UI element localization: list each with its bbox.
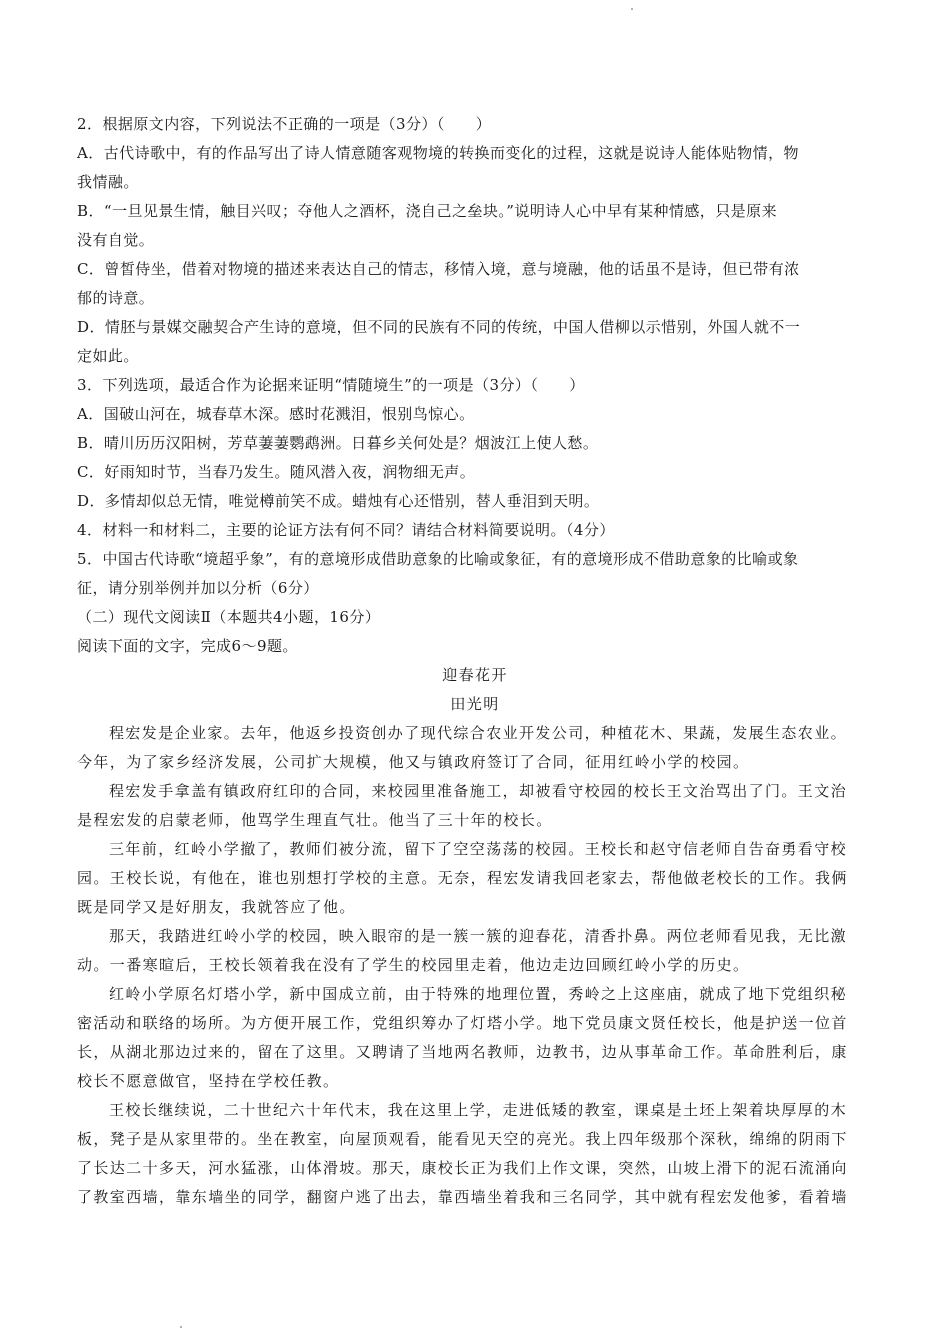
option-a-line: A．古代诗歌中，有的作品写出了诗人情意随客观物境的转换而变化的过程，这就是说诗人能体贴物情，物 — [77, 144, 799, 162]
story-author: 田光明 — [450, 695, 500, 713]
question-2-stem: 2．根据原文内容，下列说法不正确的一项是（3分）（ ） — [77, 115, 492, 133]
question-5 — [77, 545, 873, 603]
story-paragraph — [77, 1096, 873, 1212]
option-a-line: 我情融。 — [77, 173, 139, 191]
question-4: 4．材料一和材料二，主要的论证方法有何不同？请结合材料简要说明。（4分） — [77, 521, 615, 539]
option-d-line: D．情胚与景媒交融契合产生诗的意境，但不同的民族有不同的传统，中国人借柳以示惜别，外国人就不一 — [77, 318, 801, 336]
option-c-line: C．曾皙侍坐，借着对物境的描述来表达自己的情志，移情入境，意与境融，他的话虽不是诗，但已带有浓 — [77, 260, 800, 278]
paragraph-line: 三年前，红岭小学撤了，教师们被分流，留下了空空荡荡的校园。王校长和赵守信老师自告奋勇看守校 — [109, 840, 848, 858]
paragraph-line: 红岭小学原名灯塔小学，新中国成立前，由于特殊的地理位置，秀岭之上这座庙，就成了地下党组织秘 — [109, 985, 848, 1003]
paragraph-line: 密活动和联络的场所。为方便开展工作，党组织筹办了灯塔小学。地下党员康文贤任校长，他是护送一位首 — [77, 1014, 848, 1032]
scan-speck — [180, 1326, 182, 1328]
paragraph-line: 那天，我踏进红岭小学的校园，映入眼帘的是一簇一簇的迎春花，清香扑鼻。两位老师看见我，无比激 — [109, 927, 848, 945]
paragraph-line: 程宏发手拿盖有镇政府红印的合同，来校园里准备施工，却被看守校园的校长王文治骂出了门。王文治 — [109, 782, 848, 800]
option-d-line: D．多情却似总无情，唯觉樽前笑不成。蜡烛有心还惜别，替人垂泪到天明。 — [77, 492, 600, 510]
scan-speck — [631, 8, 633, 10]
page-content — [77, 110, 873, 1212]
paragraph-line: 板，凳子是从家里带的。坐在教室，向屋顶观看，能看见天空的亮光。我上四年级那个深秋，绵绵的阴雨下 — [77, 1130, 848, 1148]
story-paragraph — [77, 835, 873, 922]
question-3-stem: 3．下列选项，最适合作为论据来证明“情随境生”的一项是（3分）（ ） — [77, 376, 585, 394]
option-b-line: B．晴川历历汉阳树，芳草萋萋鹦鹉洲。日暮乡关何处是？烟波江上使人愁。 — [77, 434, 599, 452]
option-a-line: A．国破山河在，城春草木深。感时花溅泪，恨别鸟惊心。 — [77, 405, 475, 423]
option-d-line: 定如此。 — [77, 347, 139, 365]
option-c-line: 郁的诗意。 — [77, 289, 155, 307]
story-paragraph — [77, 980, 873, 1096]
story — [77, 661, 873, 1212]
paragraph-line: 了长达二十多天，河水猛涨，山体滑坡。那天，康校长正为我们上作文课，突然，山坡上滑下的泥石流涌向 — [77, 1159, 848, 1177]
paragraph-line: 长，从湖北那边过来的，留在了这里。又聘请了当地两名教师，边教书，边从事革命工作。革命胜利后，康 — [77, 1043, 848, 1061]
story-paragraph — [77, 719, 873, 777]
question-5-line: 征，请分别举例并加以分析（6分） — [77, 579, 319, 597]
paragraph-line: 校长不愿意做官，坚持在学校任教。 — [77, 1072, 340, 1090]
paragraph-line: 动。一番寒暄后，王校长领着我在没有了学生的校园里走着，他边走边回顾红岭小学的历史。 — [77, 956, 750, 974]
paragraph-line: 今年，为了家乡经济发展，公司扩大规模，他又与镇政府签订了合同，征用红岭小学的校园。 — [77, 753, 750, 771]
paragraph-line: 王校长继续说，二十世纪六十年代末，我在这里上学，走进低矮的教室，课桌是土坯上架着块厚厚的木 — [109, 1101, 848, 1119]
story-paragraph — [77, 777, 873, 835]
question-3 — [77, 371, 873, 516]
question-5-line: 5．中国古代诗歌“境超乎象”，有的意境形成借助意象的比喻或象征，有的意境形成不借助意象的比喻或象 — [77, 550, 799, 568]
option-c-line: C．好雨知时节，当春乃发生。随风潜入夜，润物细无声。 — [77, 463, 476, 481]
story-paragraph — [77, 922, 873, 980]
section-heading: （二）现代文阅读Ⅱ（本题共4小题，16分） — [77, 608, 381, 626]
paragraph-line: 园。王校长说，有他在，谁也别想打学校的主意。无奈，程宏发请我回老家去，帮他做老校长的工作。我俩 — [77, 869, 848, 887]
story-title: 迎春花开 — [442, 666, 508, 684]
paragraph-line: 了教室西墙，靠东墙坐的同学，翻窗户逃了出去，靠西墙坐着我和三名同学，其中就有程宏发他爹，看着墙 — [77, 1188, 848, 1206]
question-2 — [77, 110, 873, 371]
paragraph-line: 程宏发是企业家。去年，他返乡投资创办了现代综合农业开发公司，种植花木、果蔬，发展生态农业。 — [109, 724, 848, 742]
paragraph-line: 是程宏发的启蒙老师，他骂学生理直气壮。他当了三十年的校长。 — [77, 811, 553, 829]
option-b-line: 没有自觉。 — [77, 231, 155, 249]
section-instruction: 阅读下面的文字，完成6～9题。 — [77, 637, 298, 655]
option-b-line: B．“一旦见景生情，触目兴叹；夺他人之酒杯，浇自己之垒块。”说明诗人心中早有某种情感，只是原来 — [77, 202, 778, 220]
paragraph-line: 既是同学又是好朋友，我就答应了他。 — [77, 898, 356, 916]
